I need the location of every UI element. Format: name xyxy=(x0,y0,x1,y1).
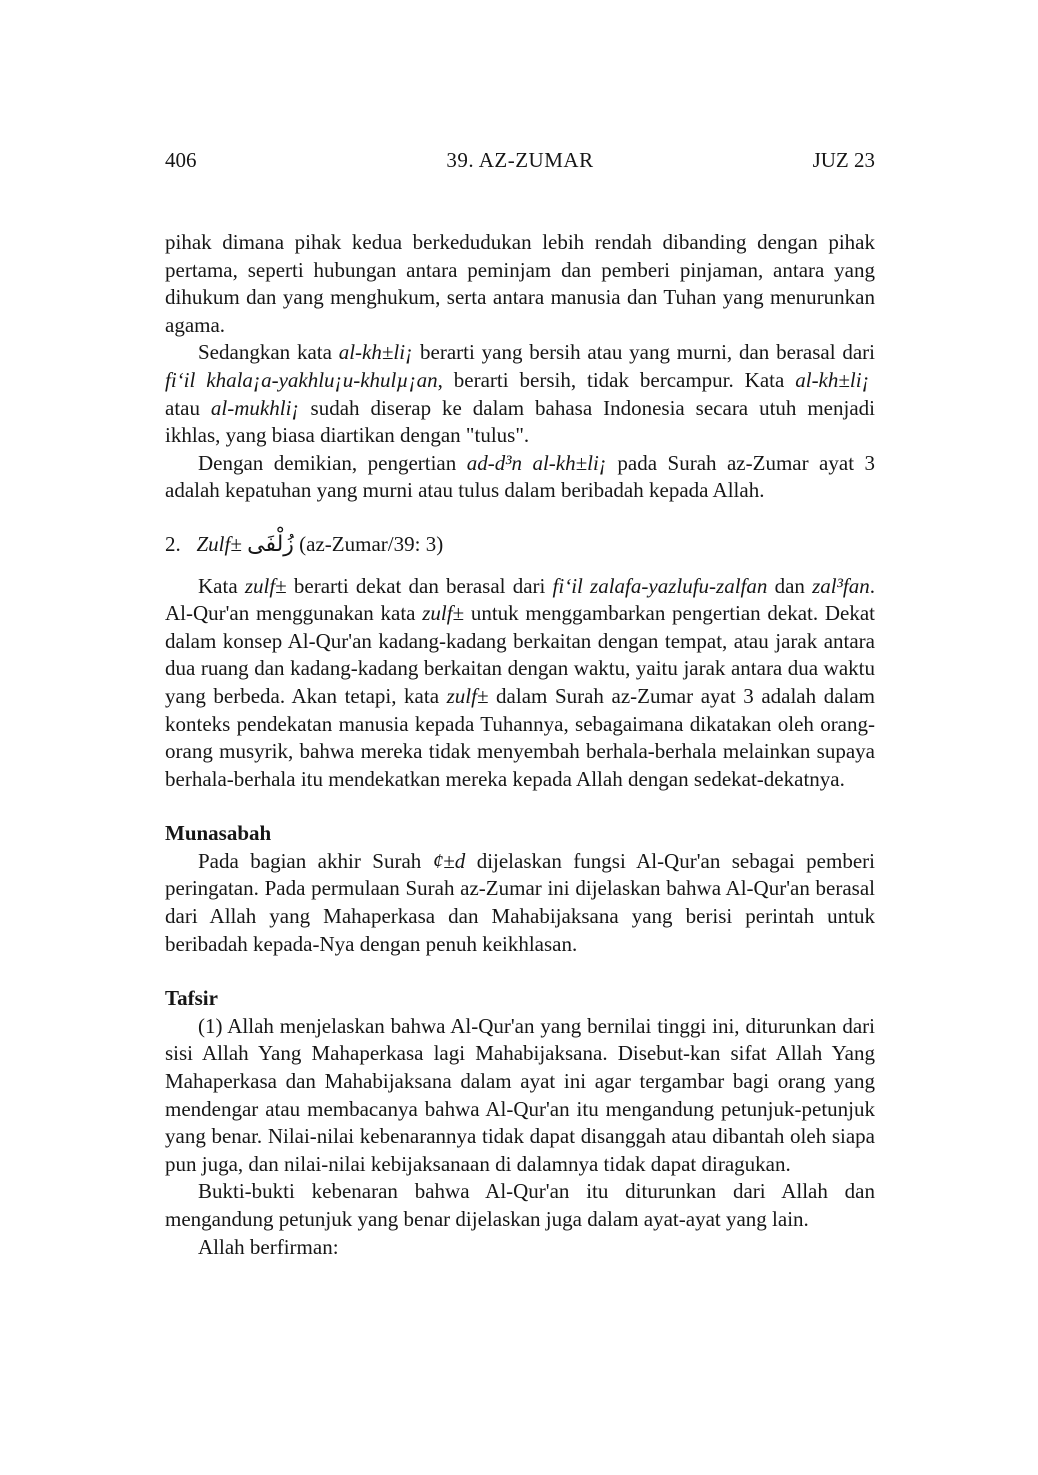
page-header xyxy=(165,148,875,172)
text-run: berarti yang bersih atau yang murni, dan berasal dari xyxy=(413,340,875,365)
text-run: . Al-Qur'an menggunakan kata xyxy=(165,573,875,626)
running-title: 39. AZ-ZUMAR xyxy=(446,148,594,172)
juz-label: JUZ 23 xyxy=(812,148,875,172)
transliteration-text: zal³fan xyxy=(812,573,870,598)
text-run: 2. xyxy=(165,531,197,556)
paragraph-allah-berfirman xyxy=(165,1234,875,1262)
transliteration-text: al-mukhli¡ xyxy=(210,395,300,420)
paragraph-tafsir-2 xyxy=(165,1178,875,1233)
text-run: (az-Zumar/39: 3) xyxy=(293,531,444,556)
paragraph-khalis xyxy=(165,339,875,449)
arabic-text: زُلْفَى xyxy=(247,531,294,557)
paragraph-tafsir-1 xyxy=(165,1013,875,1179)
text-run: berarti dekat dan berasal dari xyxy=(286,573,553,598)
text-run: Pada bagian akhir Surah xyxy=(198,848,433,873)
transliteration-text: al-kh±li¡ xyxy=(338,340,414,365)
transliteration-text: zulf± xyxy=(244,573,287,598)
text-run: Dengan demikian, pengertian xyxy=(198,450,467,475)
text-run: dan xyxy=(767,573,813,598)
transliteration-text: Zulf± xyxy=(196,531,242,556)
transliteration-text: al-kh±li¡ xyxy=(795,367,870,392)
text-run: dalam Surah az-Zumar ayat 3 adalah dalam konteks pendekatan manusia kepada Tuhannya, sebagaimana dikatakan oleh orang-orang musyrik, bahwa mereka tidak menyembah berhala-berhala melainkan supaya berhala-berhala itu mendekatkan mereka kepada Allah dengan sedekat-dekatnya. xyxy=(165,683,876,791)
text-run: Kata xyxy=(198,573,245,598)
paragraph-munasabah xyxy=(165,848,875,958)
transliteration-text: zulf± xyxy=(422,601,465,626)
paragraph-zulfa xyxy=(165,573,875,794)
transliteration-text: ad-d³n al-kh±li¡ xyxy=(466,450,607,475)
text-run: pihak dimana pihak kedua berkedudukan lebih rendah dibanding dengan pihak pertama, seperti hubungan antara peminjam dan pemberi pinjaman, antara yang dihukum dan yang menghukum, serta antara manusia dan Tuhan yang menurunkan agama. xyxy=(165,230,875,337)
section-title-tafsir: Tafsir xyxy=(165,986,218,1011)
text-run: dijelaskan fungsi Al-Qur'an sebagai pemberi peringatan. Pada permulaan Surah az-Zumar ini dijelaskan bahwa Al-Qur'an berasal dari Allah yang Mahaperkasa dan Mahabijaksana yang berisi perintah untuk beribadah kepada-Nya dengan penuh keikhlasan. xyxy=(165,848,875,956)
text-run: (1) Allah menjelaskan bahwa Al-Qur'an yang bernilai tinggi ini, diturunkan dari sisi Allah Yang Mahaperkasa lagi Mahabijaksana. Disebut-kan sifat Allah Yang Mahaperkasa dan Mahabijaksana dalam ayat ini agar tergambar bagi orang yang mendengar atau membacanya bahwa Al-Qur'an itu mengandung petunjuk-petunjuk yang benar. Nilai-nilai kebenarannya tidak dapat disanggah atau dibantah oleh siapa pun juga, dan nilai-nilai kebijaksanaan di dalamnya tidak dapat diragukan. xyxy=(165,1013,875,1176)
text-run: Allah berfirman: xyxy=(198,1234,339,1259)
transliteration-text: ¢±d xyxy=(432,848,466,873)
text-run: atau xyxy=(165,367,875,420)
text-run: Sedangkan kata xyxy=(198,340,339,365)
text-run: pada Surah az-Zumar ayat 3 adalah kepatuhan yang murni atau tulus dalam beribadah kepada Allah. xyxy=(165,450,875,503)
text-run: , berarti bersih, tidak bercampur. Kata xyxy=(437,367,796,392)
transliteration-text: fi‘il zalafa-yazlufu-zalfan xyxy=(552,573,768,598)
term-heading-zulfa xyxy=(165,531,875,559)
section-title-munasabah: Munasabah xyxy=(165,821,272,846)
text-run: untuk menggambarkan pengertian dekat. Dekat dalam konsep Al-Qur'an kadang-kadang berkaitan dengan tempat, atau jarak antara dua ruang dan kadang-kadang berkaitan dengan waktu, yaitu jarak antara dua waktu yang berbeda. Akan tetapi, kata xyxy=(165,601,875,708)
text-run: Bukti-bukti kebenaran bahwa Al-Qur'an itu diturunkan dari Allah dan mengandung petunjuk yang benar dijelaskan juga dalam ayat-ayat yang lain. xyxy=(165,1179,875,1231)
text-run: sudah diserap ke dalam bahasa Indonesia secara utuh menjadi ikhlas, yang biasa diartikan dengan "tulus". xyxy=(165,395,875,448)
paragraph-continuation xyxy=(165,229,875,339)
transliteration-text: fi‘il khala¡a-yakhlu¡u-khulµ¡an xyxy=(165,367,438,392)
transliteration-text: zulf± xyxy=(446,683,489,708)
paragraph-dengan-demikian xyxy=(165,450,875,505)
page-number: 406 xyxy=(165,148,197,172)
